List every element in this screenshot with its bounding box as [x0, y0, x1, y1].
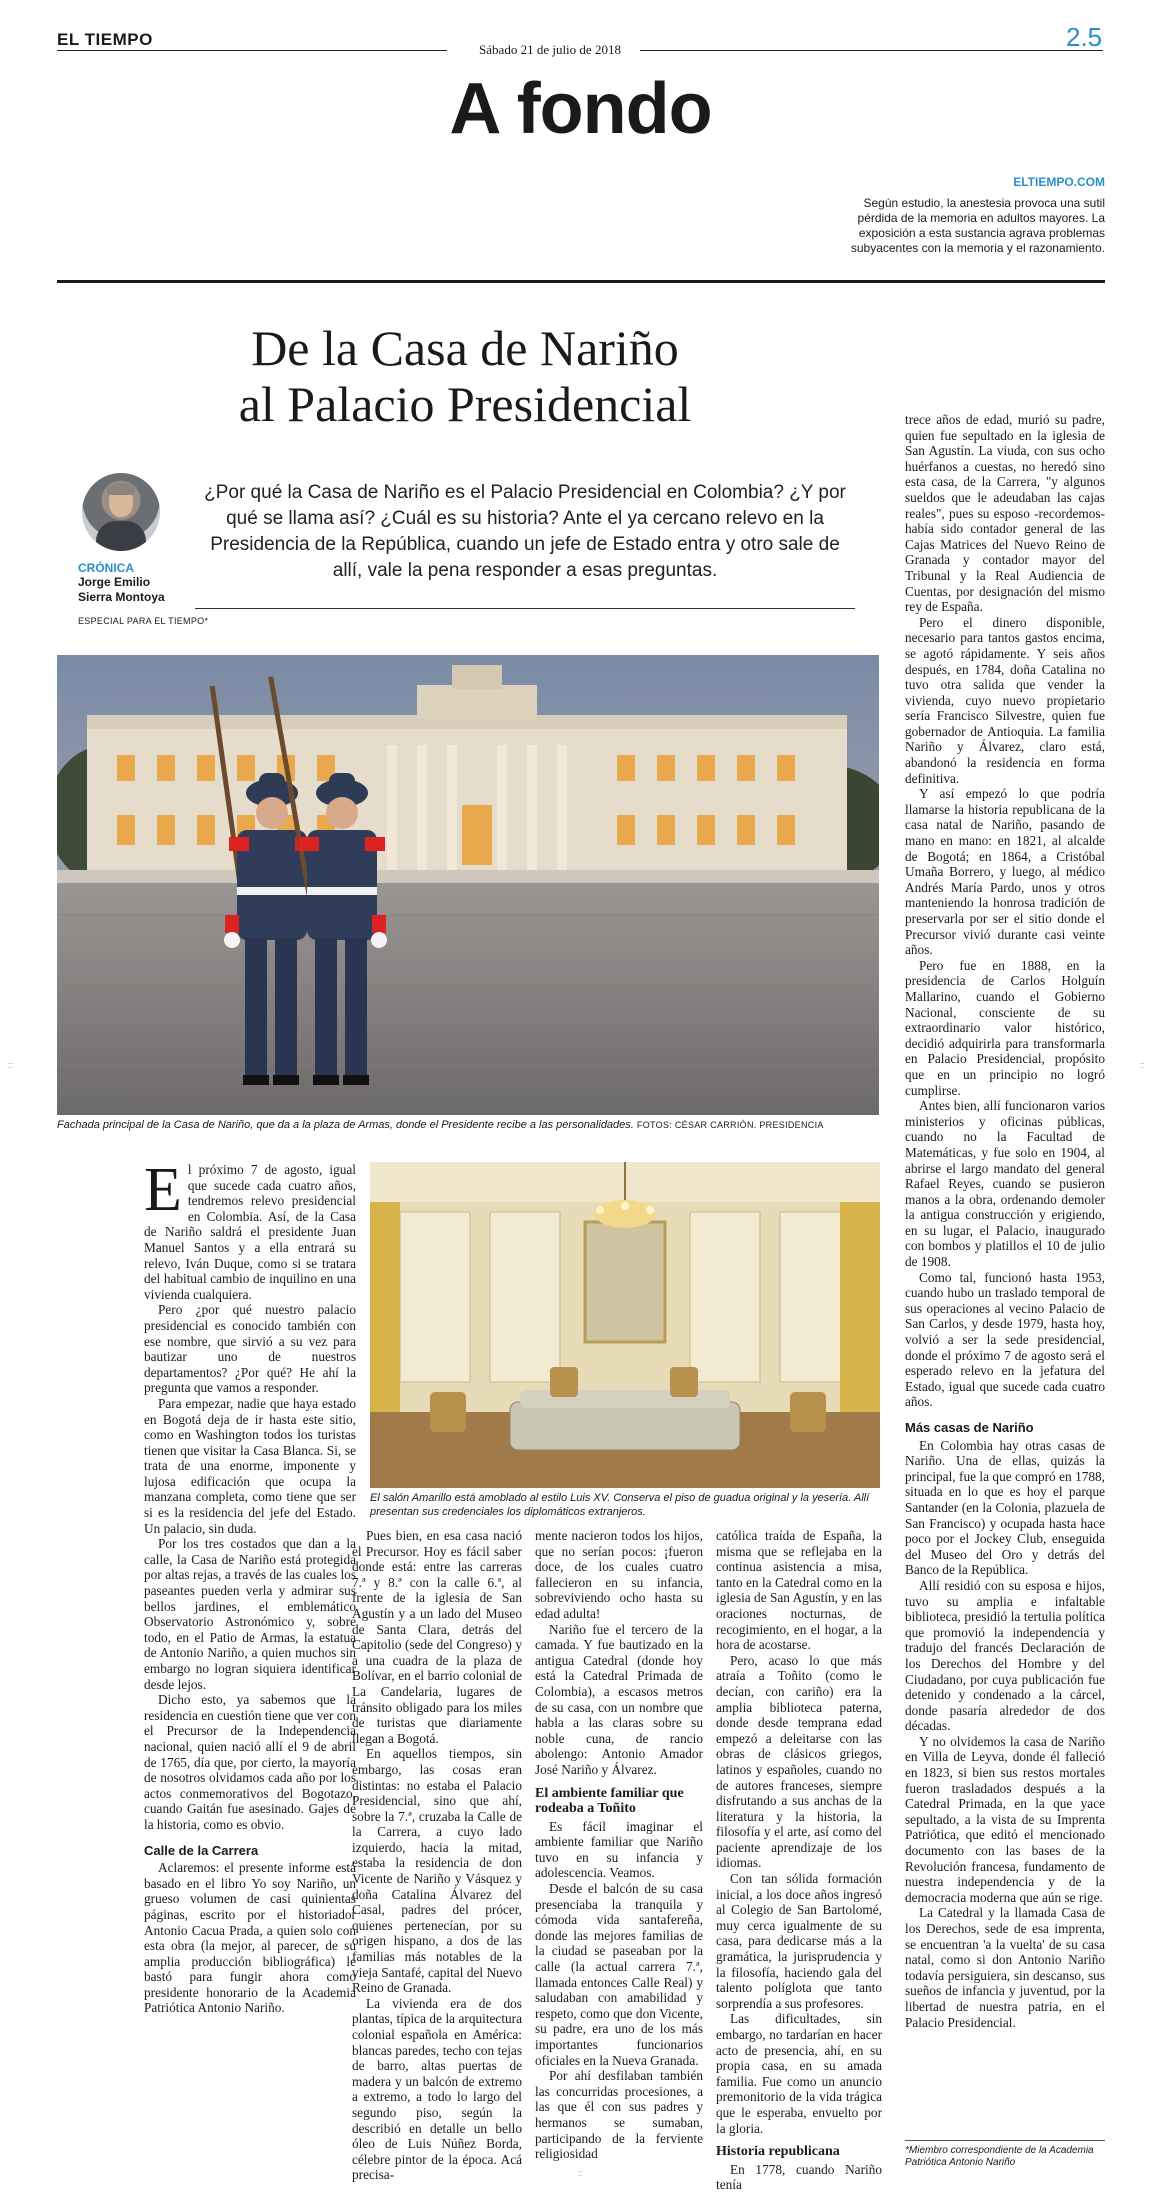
paragraph: En aquellos tiempos, sin embargo, las cosas eran distintas: no estaba el Palacio Presidencial, sino que ahí, sobre la 7.ª, cruzaba la Calle de la Carrera, a cuyo lado izquierdo, hacia la mitad, estaba la residencia de don Vicente de Nariño y Vásquez y doña Catalina Álvarez del Casal, padres del prócer, quienes pertenecían, por su origen hispano, a dos de las familias más notables de la vieja Santafé, capital del Nuevo Reino de Granada.: [352, 1746, 522, 1996]
paragraph: Pero el dinero disponible, necesario para tantos gastos encima, se agotó rápidamente. Y seis años después, en 1784, doña Catalina no tuvo otra salida que vender la vivienda, cuyo nuevo propietario sería Francisco Silvestre, quien fue gobernador de Antioquia. La familia Nariño y Álvarez, claro está, abandonó la residencia en forma definitiva.: [905, 614, 1105, 786]
section-title: A fondo: [449, 69, 712, 149]
subheading: Historia republicana: [716, 2144, 840, 2160]
paragraph: Pero, acaso lo que más atraía a Toñito (como le decían, con cariño) era la amplia biblioteca paterna, donde desde temprana edad empezó a deleitarse con las obras de clásicos griegos, latinos y españoles, cuando no de autores franceses, siempre disfrutando a sus anchas de la literatura y la historia, la filosofía y el arte, así como del paciente aprendizaje de los idiomas.: [716, 1652, 882, 1871]
issue-date: Sábado 21 de julio de 2018: [479, 42, 621, 57]
fold-mark-bottom: ::: [578, 2168, 584, 2178]
author-credit: ESPECIAL PARA EL TIEMPO*: [78, 616, 209, 626]
paragraph: La vivienda era de dos plantas, típica de la arquitectura colonial española en América: blancas paredes, techo con tejas de barro, altas puertas de madera y un balcón de extremo a extremo, a todo lo largo del segundo piso, según la describió en detalle un bello óleo de Luis Núñez Borda, célebre pintor de la época. Acá precisa-: [352, 1995, 522, 2183]
page-number: 2.5: [1066, 22, 1103, 52]
paragraph: Pues bien, en esa casa nació el Precursor. Hoy es fácil saber donde está: entre las carreras 7.ª y 8.ª con la calle 6.ª, al frente de la iglesia de San Agustín y a un lado del Museo de Santa Clara, detrás del Capitolio (sede del Congreso) y a una cuadra de la plaza de Bolívar, en el barrio colonial de La Candelaria, lugares de tránsito obligado para los miles de turistas que diariamente llegan a Bogotá.: [352, 1528, 522, 1746]
paragraph: católica traída de España, la misma que se reflejaba en la continua asistencia a misa, tanto en la Catedral como en la iglesia de San Agustín, y en las oraciones nocturnas, de recogimiento, en el hogar, a la hora de acostarse.: [716, 1528, 882, 1653]
paragraph: Y así empezó lo que podría llamarse la historia republicana de la casa natal de Nariño, pasando de mano en mano: en 1821, al alcalde de Bogotá; en 1864, a Cristóbal Umaña Borrero, y luego, al médico Andrés María Pardo, unos y otros manteniendo la honrosa tradición de preservarla por ser el sitio donde el Precursor vivió durante casi veinte años.: [905, 786, 1105, 958]
paragraph: trece años de edad, murió su padre, quien fue sepultado en la iglesia de San Agustín. La viuda, con sus ocho huérfanos a cuestas, no heredó sino esta casa, de la Carrera, "y algunos sueldos que le adeudaban las cajas reales", pues su esposo -recordemos- había sido contador general de las Cajas Matrices del Nuevo Reino de Granada y contador mayor del Tribunal y la Real Audiencia de Cuentas, por designación del mismo rey de España.: [905, 412, 1105, 615]
paragraph: l próximo 7 de agosto, igual que sucede cada cuatro años, tendremos relevo presidencial en Colombia. Así, de la Casa de Nariño saldrá el presidente Juan Manuel Santos y a ella entrará su relevo, Iván Duque, como si se tratara del habitual cambio de inquilino en una vivienda cualquiera.: [144, 1162, 356, 1302]
article-column-5: [905, 412, 1105, 2030]
paragraph: Como tal, funcionó hasta 1953, cuando hubo un traslado temporal de sus operaciones al vecino Palacio de San Carlos, y desde 1979, hasta hoy, volvió a ser la sede presidencial, donde el próximo 7 de agosto será el esperado relevo en la jefatura del Estado, igual que sucede cada cuatro años.: [905, 1269, 1105, 1410]
photo-credit: FOTOS: CÉSAR CARRIÓN. PRESIDENCIA: [636, 1120, 824, 1130]
paragraph: Pero ¿por qué nuestro palacio presidencial es conocido también con ese nombre, que sirvió a su vez para bautizar uno de nuestros departamentos? ¿Por qué? He ahí la pregunta que vamos a responder.: [144, 1302, 356, 1396]
paragraph: Por los tres costados que dan a la calle, la Casa de Nariño está protegida por altas rejas, a través de las cuales los paseantes pueden verla y admirar sus bellos jardines, el emblemático Observatorio Astronómico y, sobre todo, en el Patio de Armas, la estatua de Antonio Nariño, a quien muchos sin embargo no logran siquiera identificar desde lejos.: [144, 1536, 356, 1692]
article-column-3: [535, 1528, 703, 2162]
author-avatar: [82, 473, 160, 551]
paragraph: Y no olvidemos la casa de Nariño en Villa de Leyva, donde él falleció en 1823, si bien sus restos mortales fueron trasladados después a la Catedral Primada, en la que yace sepultado, a la vista de su Imprenta Patriótica, que editó el mencionado documento con las bases de la Revolución francesa, fundamento de nuestra independencia y de la democracia moderna que aún se rige.: [905, 1733, 1105, 1905]
article-headline: [90, 320, 840, 432]
paragraph: Allí residió con su esposa e hijos, tuvo su amplia e infaltable biblioteca, presidió la tertulia política que promovió la independencia y tradujo del francés Declaración de los Derechos del Hombre y del Ciudadano, por cuya publicación fue detenido y condenado a la cárcel, donde pasaría alrededor de dos décadas.: [905, 1577, 1105, 1734]
subheading: Más casas de Nariño: [905, 1420, 1034, 1435]
article-column-1: [144, 1156, 356, 2016]
article-deck: ¿Por qué la Casa de Nariño es el Palacio Presidencial en Colombia? ¿Y por qué se llama así? ¿Cuál es su historia? Ante el ya cercano relevo en la Presidencia de la República, cuando un jefe de Estado entra y otro sale de allí, vale la pena responder a esas preguntas.: [204, 482, 846, 581]
paragraph: Es fácil imaginar el ambiente familiar que Nariño tuvo en su infancia y adolescencia. Veamos.: [535, 1818, 703, 1881]
paragraph: Nariño fue el tercero de la camada. Y fue bautizado en la antigua Catedral (donde hoy está la Catedral Primada de Colombia), a escasos metros de su casa, con un nombre que habla a las claras sobre su noble cuna, de rancio abolengo: Antonio Amador José Nariño y Álvarez.: [535, 1621, 703, 1777]
article-kicker: CRÓNICA: [78, 561, 134, 575]
paragraph: Antes bien, allí funcionaron varios ministerios y oficinas públicas, cuando no la Facultad de Matemáticas, y fue solo en 1904, al abrirse el largo mandato del general Rafael Reyes, cuando se pusieron manos a la obra, ordenando demoler la antigua construcción y erigiendo, en su lugar, el Palacio, inaugurado con bombos y platillos el 10 de julio de 1908.: [905, 1098, 1105, 1270]
paragraph: Aclaremos: el presente informe está basado en el libro Yo soy Nariño, un grueso volumen de casi quinientas páginas, escrito por el historiador Antonio Cacua Prada, a quien solo con esta obra (la mejor, al parecer, de su amplia producción bibliográfica) le bastó para fungir ahora como presidente honorario de la Academia Patriótica Antonio Nariño.: [144, 1860, 356, 2016]
headline-line-2: al Palacio Presidencial: [238, 376, 692, 432]
header-divider: [57, 280, 1105, 283]
paragraph: La Catedral y la llamada Casa de los Derechos, sede de esa imprenta, se encuentran 'a la vuelta' de su casa natal, como si don Antonio Nariño todavía persiguiera, sin descanso, sus sueños de infancia y juventud, por la libertad de nuestra patria, en el Palacio Presidencial.: [905, 1905, 1105, 2030]
subheading: El ambiente familiar que rodeaba a Toñito: [535, 1785, 684, 1817]
paragraph: En Colombia hay otras casas de Nariño. Una de ellas, quizás la principal, fue la que compró en 1788, situada en lo que es hoy el parque Santander (en la Colonia, plazuela de San Francisco) y ocupada hasta hace poco por el Jockey Club, enseguida del Museo del Oro y detrás del Banco de la República.: [905, 1437, 1105, 1578]
article-column-4: [716, 1528, 882, 2193]
fold-mark-right: ::: [1140, 1060, 1146, 1070]
paragraph: Las dificultades, sin embargo, no tardarían en hacer acto de presencia, ahí, en su propia casa, en su amada familia. Fue como un anuncio premonitorio de la vida trágica que le esperaba, envuelto por la gloria.: [716, 2011, 882, 2136]
paragraph: Con tan sólida formación inicial, a los doce años ingresó al Colegio de San Bartolomé, muy cerca igualmente de su casa, para dedicarse más a la gramática, la jurisprudencia y la filosofía, haciendo gala del talento políglota que tanto sorprendía a sus profesores.: [716, 1871, 882, 2011]
main-caption-text: Fachada principal de la Casa de Nariño, que da a la plaza de Armas, donde el Presidente recibe a las personalidades.: [57, 1119, 634, 1131]
fold-mark-left: ::: [8, 1060, 14, 1070]
salon-photo-caption: El salón Amarillo está amoblado al estilo Luis XV. Conserva el piso de guadua original y la yesería. Allí presentan sus credenciales los diplomáticos extranjeros.: [370, 1492, 870, 1518]
paragraph: Desde el balcón de su casa presenciaba la tranquila y cómoda vida santafereña, donde las mejores familias de la ciudad se paseaban por la calle (la actual carrera 7.ª, llamada entonces Calle Real) y saludaban con amabilidad y respeto, como que don Vicente, su padre, era uno de los más importantes funcionarios oficiales en la Nueva Granada.: [535, 1881, 703, 2068]
paragraph: mente nacieron todos los hijos, que no serían pocos: ¡fueron doce, de los cuales cuatro fallecieron en su infancia, sobreviviendo ocho hasta su edad adulta!: [535, 1528, 703, 1621]
palace-facade-photo: [57, 655, 879, 1115]
author-footnote: *Miembro correspondiente de la Academia Patriótica Antonio Nariño: [905, 2140, 1105, 2169]
deck-rule: [195, 608, 855, 609]
author-name-line-1: Jorge Emilio: [78, 575, 151, 589]
masthead-rule-right: [640, 50, 1103, 51]
palace-facade-illustration: [57, 655, 879, 1115]
paragraph: Dicho esto, ya sabemos que la residencia en cuestión tiene que ver con el Precursor de la Independencia nacional, quien nació allí el 9 de abril de 1765, día que, por cierto, la mayoría de nosotros olvidamos cada año por los actos conmemorativos del Bogotazo, cuando Gaitán fue asesinado. Gajes de la historia, como es obvio.: [144, 1692, 356, 1832]
drop-cap: E: [144, 1156, 182, 1224]
salon-amarillo-photo: [370, 1162, 880, 1488]
newspaper-name: EL TIEMPO: [57, 30, 153, 49]
teaser-text: Según estudio, la anestesia provoca una sutil pérdida de la memoria en adultos mayores. La exposición a esta sustancia agrava problemas subyacentes con la memoria y el razonamiento.: [850, 196, 1105, 255]
headline-line-1: De la Casa de Nariño: [251, 320, 679, 376]
paragraph: En 1778, cuando Nariño tenía: [716, 2161, 882, 2193]
teaser-site-link[interactable]: ELTIEMPO.COM: [1013, 175, 1105, 189]
subheading: Calle de la Carrera: [144, 1842, 259, 1858]
article-column-2: [352, 1528, 522, 2183]
paragraph: Por ahí desfilaban también las concurridas procesiones, a las que él con sus padres y hermanos se sumaban, participando de la ferviente religiosidad: [535, 2068, 703, 2162]
masthead-rule-left: [57, 50, 447, 51]
main-photo-caption: [57, 1119, 879, 1131]
paragraph: Pero fue en 1888, en la presidencia de Carlos Holguín Mallarino, cuando el Gobierno Nacional, consciente de su extraordinario valor histórico, decidió adquirirla para transformarla en Palacio Presidencial, propósito que en un principio no logró cumplirse.: [905, 957, 1105, 1098]
salon-illustration: [370, 1162, 880, 1488]
paragraph: Para empezar, nadie que haya estado en Bogotá deja de ir hasta este sitio, como en Washington todos los turistas tienen que visitar la Casa Blanca. Si, se trata de una enorme, imponente y lujosa edificación que ocupa la manzana completa, como tiene que ser si es la residencia del jefe del Estado. Un palacio, sin duda.: [144, 1395, 356, 1536]
author-name-line-2: Sierra Montoya: [78, 590, 165, 604]
